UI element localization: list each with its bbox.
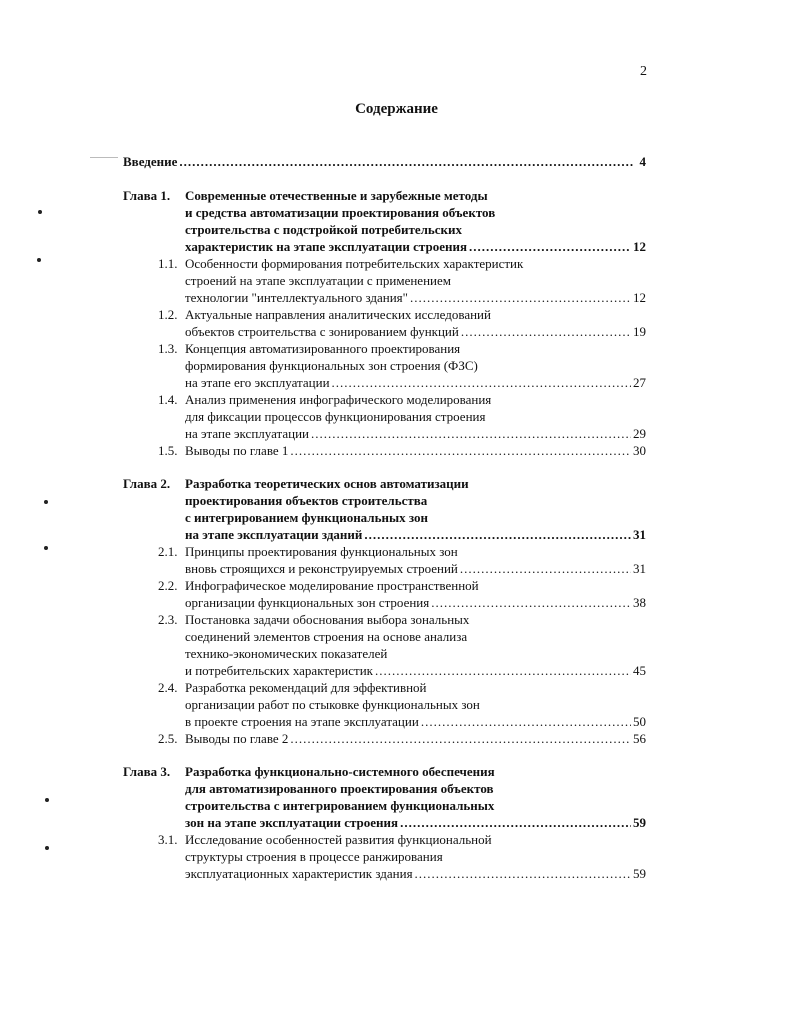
- section-title-line: Выводы по главе 2: [185, 731, 289, 746]
- chapter-title-line: зон на этапе эксплуатации строения: [185, 815, 399, 830]
- section-title-line: Постановка задачи обоснования выбора зональных: [185, 612, 470, 627]
- section-number: 2.1.: [158, 544, 178, 559]
- toc-section-3-1[interactable]: [158, 831, 492, 848]
- section-last-line: [185, 374, 646, 391]
- toc-page-number: 59: [633, 866, 646, 881]
- toc-entry-label: Введение: [123, 154, 178, 169]
- section-title-line: строений на этапе эксплуатации с применением: [185, 273, 451, 288]
- chapter-3-heading[interactable]: [123, 763, 495, 780]
- toc-page-number: 27: [633, 375, 646, 390]
- section-title-line: Инфографическое моделирование пространственной: [185, 578, 479, 593]
- section-last-line: [185, 594, 646, 611]
- section-title-line: эксплуатационных характеристик здания: [185, 866, 413, 881]
- dot-leader: [421, 713, 631, 730]
- section-number: 1.5.: [158, 443, 178, 458]
- dot-leader: [375, 662, 631, 679]
- page-title: Содержание: [355, 101, 438, 117]
- section-title-line: Концепция автоматизированного проектирования: [185, 341, 461, 356]
- section-title-line: Разработка рекомендаций для эффективной: [185, 680, 427, 695]
- scan-speck: [44, 500, 48, 504]
- toc-section-1-2[interactable]: [158, 306, 491, 323]
- dot-leader: [431, 594, 631, 611]
- section-title-line: Особенности формирования потребительских характеристик: [185, 256, 524, 271]
- toc-page-number: 56: [633, 731, 646, 746]
- section-title-line: соединений элементов строения на основе анализа: [185, 629, 468, 644]
- section-title-line: организации работ по стыковке функциональных зон: [185, 697, 480, 712]
- section-title-line: Исследование особенностей развития функциональной: [185, 832, 492, 847]
- dot-leader: [469, 238, 631, 255]
- chapter-title-line: и средства автоматизации проектирования объектов: [185, 205, 496, 220]
- section-title-line: Актуальные направления аналитических исследований: [185, 307, 491, 322]
- toc-page-number: 12: [633, 239, 646, 254]
- section-title-line: технологии "интеллектуального здания": [185, 290, 408, 305]
- section-title-line: вновь строящихся и реконструируемых строений: [185, 561, 458, 576]
- section-last-line: [185, 865, 646, 882]
- chapter-title-line: строительства с подстройкой потребительских: [185, 222, 463, 237]
- toc-section-1-4[interactable]: [158, 391, 491, 408]
- toc-section-1-5[interactable]: [158, 442, 646, 459]
- chapter-title-line: Разработка теоретических основ автоматизации: [185, 476, 469, 491]
- section-number: 2.4.: [158, 680, 178, 695]
- chapter-title-line: с интегрированием функциональных зон: [185, 510, 428, 525]
- dot-leader: [311, 425, 631, 442]
- dot-leader: [364, 526, 631, 543]
- dot-leader: [410, 289, 631, 306]
- chapter-2-last-line: [185, 526, 646, 543]
- chapter-title-line: Разработка функционально-системного обеспечения: [185, 764, 495, 779]
- section-number: 2.2.: [158, 578, 178, 593]
- chapter-number: Глава 1.: [123, 188, 171, 203]
- toc-section-2-4[interactable]: [158, 679, 427, 696]
- section-number: 1.3.: [158, 341, 178, 356]
- section-title-line: в проекте строения на этапе эксплуатации: [185, 714, 419, 729]
- section-title-line: Выводы по главе 1: [185, 443, 289, 458]
- section-title-line: Принципы проектирования функциональных зон: [185, 544, 458, 559]
- scan-speck: [45, 798, 49, 802]
- chapter-1-heading[interactable]: [123, 187, 488, 204]
- toc-section-2-3[interactable]: [158, 611, 469, 628]
- section-title-line: структуры строения в процессе ранжирования: [185, 849, 443, 864]
- section-number: 1.2.: [158, 307, 178, 322]
- chapter-1-last-line: [185, 238, 646, 255]
- section-title-line: Анализ применения инфографического моделирования: [185, 392, 492, 407]
- scan-speck: [37, 258, 41, 262]
- chapter-number: Глава 3.: [123, 764, 171, 779]
- section-number: 3.1.: [158, 832, 178, 847]
- dot-leader: [179, 153, 634, 170]
- scan-speck: [44, 546, 48, 550]
- section-number: 2.3.: [158, 612, 178, 627]
- section-title-line: на этапе эксплуатации: [185, 426, 310, 441]
- section-title-line: и потребительских характеристик: [185, 663, 373, 678]
- toc-page-number: 59: [633, 815, 646, 830]
- dot-leader: [460, 560, 631, 577]
- chapter-number: Глава 2.: [123, 476, 171, 491]
- dot-leader: [290, 442, 631, 459]
- section-last-line: [185, 425, 646, 442]
- toc-section-2-2[interactable]: [158, 577, 479, 594]
- toc-page-number: 38: [633, 595, 646, 610]
- toc-section-2-5[interactable]: [158, 730, 646, 747]
- toc-section-1-1[interactable]: [158, 255, 523, 272]
- section-last-line: [185, 662, 646, 679]
- chapter-title-line: характеристик на этапе эксплуатации строения: [185, 239, 467, 254]
- toc-page-number: 30: [633, 443, 646, 458]
- section-title-line: технико-экономических показателей: [185, 646, 388, 661]
- section-number: 2.5.: [158, 731, 178, 746]
- dot-leader: [400, 814, 631, 831]
- chapter-2-heading[interactable]: [123, 475, 469, 492]
- section-last-line: [185, 323, 646, 340]
- dot-leader: [332, 374, 631, 391]
- toc-section-1-3[interactable]: [158, 340, 460, 357]
- section-last-line: [185, 560, 646, 577]
- toc-page-number: 45: [633, 663, 646, 678]
- toc-page-number: 19: [633, 324, 646, 339]
- scan-artifact-line: [90, 157, 118, 158]
- chapter-3-last-line: [185, 814, 646, 831]
- chapter-title-line: на этапе эксплуатации зданий: [185, 527, 363, 542]
- section-title-line: организации функциональных зон строения: [185, 595, 430, 610]
- toc-page-number: 29: [633, 426, 646, 441]
- toc-page-number: 4: [639, 154, 646, 169]
- chapter-title-line: проектирования объектов строительства: [185, 493, 428, 508]
- section-title-line: формирования функциональных зон строения (ФЗС): [185, 358, 478, 373]
- chapter-title-line: Современные отечественные и зарубежные методы: [185, 188, 488, 203]
- section-last-line: [185, 713, 646, 730]
- section-last-line: [185, 289, 646, 306]
- toc-page-number: 50: [633, 714, 646, 729]
- toc-page-number: 31: [633, 561, 646, 576]
- section-title-line: объектов строительства с зонированием функций: [185, 324, 459, 339]
- scan-speck: [38, 210, 42, 214]
- scan-speck: [45, 846, 49, 850]
- dot-leader: [461, 323, 631, 340]
- section-number: 1.1.: [158, 256, 178, 271]
- dot-leader: [415, 865, 631, 882]
- toc-page-number: 31: [633, 527, 646, 542]
- toc-entry-intro[interactable]: [123, 153, 646, 170]
- section-title-line: на этапе его эксплуатации: [185, 375, 330, 390]
- toc-page-number: 12: [633, 290, 646, 305]
- chapter-title-line: строительства с интегрированием функциональных: [185, 798, 495, 813]
- section-title-line: для фиксации процессов функционирования строения: [185, 409, 486, 424]
- toc-section-2-1[interactable]: [158, 543, 458, 560]
- chapter-title-line: для автоматизированного проектирования объектов: [185, 781, 494, 796]
- page-number: 2: [640, 64, 647, 79]
- section-number: 1.4.: [158, 392, 178, 407]
- dot-leader: [290, 730, 631, 747]
